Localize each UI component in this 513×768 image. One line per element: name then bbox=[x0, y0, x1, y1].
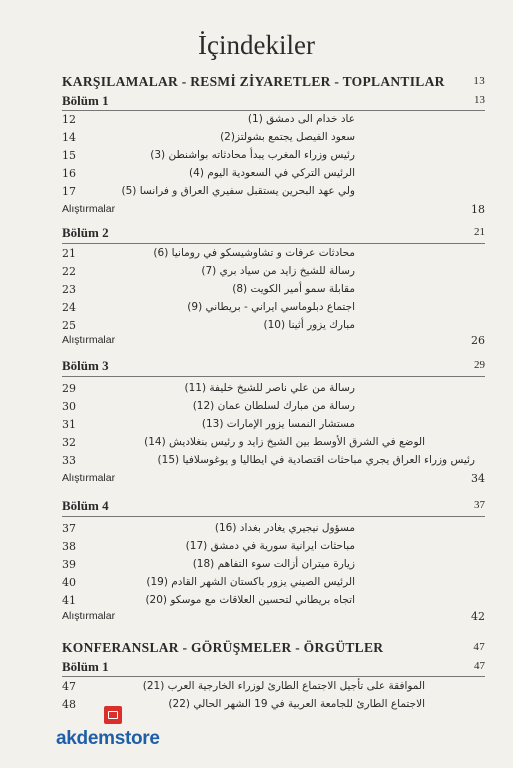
entry-page: 37 bbox=[62, 522, 76, 535]
part-heading-text: KONFERANSLAR - GÖRÜŞMELER - ÖRGÜTLER bbox=[62, 640, 384, 655]
entry-title: رسالة من مبارك لسلطان عمان (12) bbox=[192, 400, 355, 412]
part-heading bbox=[62, 74, 485, 90]
toc-entry[interactable] bbox=[62, 400, 485, 418]
entry-title: رئيس وزراء المغرب يبدأ محادثاته بواشنطن (3) bbox=[150, 149, 355, 161]
exercise-label: Alıştırmalar bbox=[62, 334, 116, 346]
toc-entry[interactable] bbox=[62, 558, 485, 576]
chapter-label: Bölüm 2 bbox=[62, 225, 109, 240]
exercise-page: 26 bbox=[471, 334, 485, 347]
toc-entry[interactable] bbox=[62, 436, 485, 454]
entry-title: الاجتماع الطارئ للجامعة العربية في 19 الشهر الحالي (22) bbox=[168, 698, 425, 710]
divider bbox=[62, 376, 485, 377]
entry-title: رسالة من علي ناصر للشيخ خليفة (11) bbox=[184, 382, 355, 394]
toc-entry[interactable] bbox=[62, 247, 485, 265]
chapter-label: Bölüm 1 bbox=[62, 93, 109, 108]
part-heading-page: 13 bbox=[473, 75, 485, 87]
entry-title: الوضع في الشرق الأوسط بين الشيخ زايد و رئيس بنغلاديش (14) bbox=[144, 436, 425, 448]
entry-page: 23 bbox=[62, 283, 76, 296]
entry-page: 29 bbox=[62, 382, 76, 395]
chapter-heading bbox=[62, 93, 485, 109]
entry-title: سعود الفيصل يجتمع بشولتز(2) bbox=[220, 131, 355, 143]
entry-title: الرئيس التركي في السعودية اليوم (4) bbox=[189, 167, 355, 179]
toc-entry[interactable] bbox=[62, 131, 485, 149]
toc-entry[interactable] bbox=[62, 522, 485, 540]
exercise-page: 42 bbox=[471, 610, 485, 623]
part-heading-page: 47 bbox=[473, 641, 485, 653]
chapter-page: 47 bbox=[474, 660, 485, 672]
entry-page: 16 bbox=[62, 167, 76, 180]
chapter-heading bbox=[62, 659, 485, 675]
exercise-entry[interactable] bbox=[62, 203, 485, 221]
page-title: İçindekiler bbox=[198, 30, 315, 60]
entry-title: زيارة ميتران أزالت سوء التفاهم (18) bbox=[192, 558, 355, 570]
entry-page: 24 bbox=[62, 301, 76, 314]
entry-page: 25 bbox=[62, 319, 76, 332]
entry-page: 31 bbox=[62, 418, 76, 431]
entry-title: الموافقة على تأجيل الاجتماع الطارئ لوزراء الخارجية العرب (21) bbox=[142, 680, 425, 692]
divider bbox=[62, 676, 485, 677]
chapter-page: 29 bbox=[474, 359, 485, 371]
chapter-label: Bölüm 4 bbox=[62, 498, 109, 513]
entry-page: 32 bbox=[62, 436, 76, 449]
entry-page: 15 bbox=[62, 149, 76, 162]
entry-title: مقابلة سمو أمير الكويت (8) bbox=[232, 283, 355, 295]
entry-title: الرئيس الصيني يزور باكستان الشهر القادم (19) bbox=[146, 576, 355, 588]
exercise-label: Alıştırmalar bbox=[62, 203, 116, 215]
toc-entry[interactable] bbox=[62, 680, 485, 698]
toc-entry[interactable] bbox=[62, 418, 485, 436]
entry-page: 40 bbox=[62, 576, 76, 589]
book-icon bbox=[104, 706, 122, 724]
chapter-heading bbox=[62, 498, 485, 514]
toc-entry[interactable] bbox=[62, 283, 485, 301]
entry-page: 38 bbox=[62, 540, 76, 553]
logo-text: akdemstore bbox=[56, 728, 160, 749]
toc-entry[interactable] bbox=[62, 540, 485, 558]
entry-page: 12 bbox=[62, 113, 76, 126]
entry-title: مستشار النمسا يزور الإمارات (13) bbox=[201, 418, 355, 430]
part-heading bbox=[62, 640, 485, 656]
toc-entry[interactable] bbox=[62, 149, 485, 167]
exercise-entry[interactable] bbox=[62, 610, 485, 628]
entry-page: 22 bbox=[62, 265, 76, 278]
toc-entry[interactable] bbox=[62, 382, 485, 400]
divider bbox=[62, 243, 485, 244]
exercise-label: Alıştırmalar bbox=[62, 610, 116, 622]
toc-entry[interactable] bbox=[62, 265, 485, 283]
entry-page: 14 bbox=[62, 131, 76, 144]
chapter-page: 21 bbox=[474, 226, 485, 238]
entry-title: محادثات عرفات و تشاوشيسكو في رومانيا (6) bbox=[153, 247, 355, 259]
entry-title: رئيس وزراء العراق يجري مباحثات اقتصادية في ايطاليا و يوغوسلافيا (15) bbox=[157, 454, 475, 466]
divider bbox=[62, 516, 485, 517]
entry-page: 21 bbox=[62, 247, 76, 260]
divider bbox=[62, 110, 485, 111]
entry-page: 41 bbox=[62, 594, 76, 607]
toc-entry[interactable] bbox=[62, 576, 485, 594]
entry-page: 47 bbox=[62, 680, 76, 693]
entry-title: اجتماع دبلوماسي ايراني - بريطاني (9) bbox=[187, 301, 355, 313]
toc-entry[interactable] bbox=[62, 301, 485, 319]
exercise-label: Alıştırmalar bbox=[62, 472, 116, 484]
exercise-page: 18 bbox=[471, 203, 485, 216]
entry-page: 48 bbox=[62, 698, 76, 711]
toc-entry[interactable] bbox=[62, 185, 485, 203]
entry-title: رسالة للشيخ زايد من سياد بري (7) bbox=[201, 265, 355, 277]
toc-entry[interactable] bbox=[62, 167, 485, 185]
toc-entry[interactable] bbox=[62, 454, 485, 472]
exercise-entry[interactable] bbox=[62, 472, 485, 490]
chapter-page: 37 bbox=[474, 499, 485, 511]
entry-page: 39 bbox=[62, 558, 76, 571]
entry-title: مبارك يزور أثينا (10) bbox=[263, 319, 355, 331]
entry-title: اتجاه بريطاني لتحسين العلاقات مع موسكو (20) bbox=[145, 594, 355, 606]
entry-title: مباحثات ايرانية سورية في دمشق (17) bbox=[185, 540, 355, 552]
entry-page: 30 bbox=[62, 400, 76, 413]
akdemstore-logo bbox=[56, 706, 196, 750]
entry-title: عاد خدام الى دمشق (1) bbox=[247, 113, 355, 125]
chapter-label: Bölüm 3 bbox=[62, 358, 109, 373]
exercise-page: 34 bbox=[471, 472, 485, 485]
chapter-heading bbox=[62, 358, 485, 374]
entry-title: مسؤول نيجيري يغادر بغداد (16) bbox=[214, 522, 355, 534]
toc-entry[interactable] bbox=[62, 113, 485, 131]
chapter-heading bbox=[62, 225, 485, 241]
chapter-page: 13 bbox=[474, 94, 485, 106]
entry-title: ولي عهد البحرين يستقبل سفيري العراق و فرانسا (5) bbox=[121, 185, 355, 197]
part-heading-text: KARŞILAMALAR - RESMİ ZİYARETLER - TOPLANTILAR bbox=[62, 74, 445, 89]
exercise-entry[interactable] bbox=[62, 334, 485, 352]
entry-page: 17 bbox=[62, 185, 76, 198]
entry-page: 33 bbox=[62, 454, 76, 467]
chapter-label: Bölüm 1 bbox=[62, 659, 109, 674]
